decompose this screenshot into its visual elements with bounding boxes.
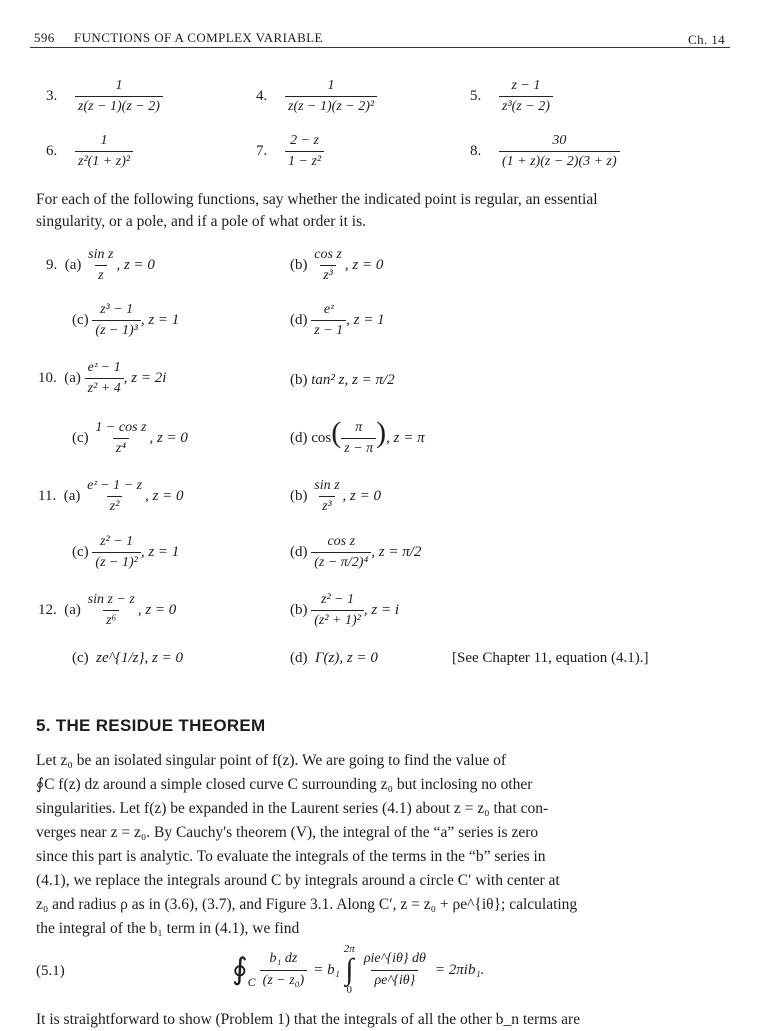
chapter-reference-note: [See Chapter 11, equation (4.1).]: [452, 650, 649, 666]
fraction: $\frac{\text{z² − 1}}{\text{(z² + 1)²}}$: [311, 592, 364, 629]
problem-12-d: (d) Γ(z), z = 0: [290, 650, 378, 666]
problem-fraction: $\frac{1}{\text{z²(1 + z)²}}$: [75, 133, 133, 170]
problem-12-a: 12. (a) $\frac{\text{sin z − z}}{\text{z⁶}}$ , z = 0: [38, 592, 177, 629]
paragraph-line-1: Let z₀ be an isolated singular point of f(z). We are going to find the value of: [36, 752, 507, 769]
instruction-line-1: For each of the following functions, say whether the indicated point is regular, an essential: [36, 191, 598, 208]
instruction-line-2: singularity, or a pole, and if a pole of what order it is.: [36, 213, 367, 230]
problem-number: 6.: [46, 143, 58, 160]
fraction: $\frac{\text{sin z}}{\text{z³}}$: [314, 478, 340, 515]
integral-icon: ∫: [345, 953, 354, 986]
problem-5: [470, 78, 553, 115]
paragraph-line-6: (4.1), we replace the integrals around C by integrals around a circle C′ with center at: [36, 872, 560, 889]
problem-10-a: 10. (a) $\frac{\text{eᶻ − 1}}{\text{z² + 4}}$ , z = 2i: [38, 360, 167, 397]
paragraph-continuation: It is straightforward to show (Problem 1) that the integrals of all the other b_n terms are: [36, 1011, 581, 1028]
fraction: $\frac{\pi}{z - \pi}$: [341, 420, 376, 457]
problem-number: 4.: [256, 88, 268, 105]
fraction: $\frac{\text{sin z − z}}{\text{z⁶}}$: [87, 592, 135, 629]
fraction: $\frac{\text{sin z}}{z}$: [88, 247, 114, 284]
problem-11-b: (b) $\frac{\text{sin z}}{\text{z³}}$ , z = 0: [290, 478, 382, 515]
problem-number: 3.: [46, 88, 58, 105]
problem-fraction: $\frac{z - 1}{\text{z³(z − 2)}}$: [499, 78, 553, 115]
problem-number: 7.: [256, 143, 268, 160]
fraction: $\frac{\text{ρie\textasciicircum{}\{iθ\} dθ}}{\rho e\^{}\{i\theta\}}$: [363, 951, 426, 988]
paragraph-line-3: singularities. Let f(z) be expanded in the Laurent series (4.1) about z = z₀ that con-: [36, 800, 549, 817]
problem-12-c: (c) ze^{1/z}, z = 0: [72, 650, 183, 666]
fraction: $\frac{\text{z² − 1}}{\text{(z − 1)²}}$: [92, 534, 140, 571]
fraction: $\frac{\text{eᶻ}}{z - 1}$: [311, 302, 346, 339]
paragraph-line-8: the integral of the b₁ term in (4.1), we find: [36, 920, 300, 937]
problem-10-b: (b) tan² z, z = π/2: [290, 372, 395, 388]
running-title: FUNCTIONS OF A COMPLEX VARIABLE: [74, 30, 323, 45]
problem-9-d: (d) $\frac{\text{eᶻ}}{z - 1}$ , z = 1: [290, 302, 385, 339]
problem-fraction: $\frac{30}{(1 + z)(z - 2)(3 + z)}$: [499, 133, 620, 170]
problem-9-c: (c) $\frac{\text{z³ − 1}}{\text{(z − 1)³}}$ , z = 1: [72, 302, 180, 339]
fraction: $\frac{\text{eᶻ − 1 − z}}{\text{z²}}$: [87, 478, 143, 515]
problem-4: [256, 78, 377, 115]
problem-9-a: 9. (a) $\frac{\text{sin z}}{z}$ , z = 0: [46, 247, 155, 284]
problem-10-d: (d) cos( $\frac{\pi}{z - \pi}$ ), z = π: [290, 416, 425, 457]
fraction: $\frac{\text{z³ − 1}}{\text{(z − 1)³}}$: [92, 302, 140, 339]
page-number: 596: [34, 30, 55, 45]
fraction: $\frac{\text{cos z}}{\text{z³}}$: [314, 247, 342, 284]
problem-6: [46, 133, 133, 170]
problem-10-c: (c) $\frac{\text{1 − cos z}}{\text{z⁴}}$ , z = 0: [72, 420, 188, 457]
equation-5-1: ∮ C $\frac{\text{b₁ dz}}{\text{(z − z₀)}}$ = b₁ 2π ∫ 0 $\frac{\text{ρie\textasciicircum{}\{iθ\} dθ}}{\rho e\^{}\{i\theta\}}$ = 2πib₁.: [232, 943, 485, 996]
problem-11-d: (d) $\frac{\text{cos z}}{\text{(z − π/2)⁴}}$ , z = π/2: [290, 534, 422, 571]
paragraph-line-5: since this part is analytic. To evaluate the integrals of the terms in the “b” series in: [36, 848, 546, 865]
fraction: $\frac{\text{1 − cos z}}{\text{z⁴}}$: [95, 420, 147, 457]
fraction: $\frac{\text{b₁ dz}}{\text{(z − z₀)}}$: [260, 951, 308, 988]
paragraph-line-7: z₀ and radius ρ as in (3.6), (3.7), and Figure 3.1. Along C′, z = z₀ + ρe^{iθ}; calculating: [36, 896, 578, 913]
problem-11-c: (c) $\frac{\text{z² − 1}}{\text{(z − 1)²}}$ , z = 1: [72, 534, 180, 571]
contour-integral-icon: ∮: [232, 953, 248, 986]
problem-number: 8.: [470, 143, 482, 160]
paragraph-line-2: ∮C f(z) dz around a simple closed curve C surrounding z₀ but inclosing no other: [36, 776, 533, 793]
problem-number: 5.: [470, 88, 482, 105]
problem-7: [256, 133, 324, 170]
problem-3: [46, 78, 163, 115]
problem-9-b: (b) $\frac{\text{cos z}}{\text{z³}}$ , z = 0: [290, 247, 384, 284]
problem-12-b: (b) $\frac{\text{z² − 1}}{\text{(z² + 1)²}}$ , z = i: [290, 592, 400, 629]
fraction: $\frac{\text{eᶻ − 1}}{\text{z² + 4}}$: [85, 360, 124, 397]
problem-11-a: 11. (a) $\frac{\text{eᶻ − 1 − z}}{\text{z²}}$ , z = 0: [38, 478, 184, 515]
section-title: 5. THE RESIDUE THEOREM: [36, 716, 266, 735]
problem-8: [470, 133, 620, 170]
fraction: $\frac{\text{cos z}}{\text{(z − π/2)⁴}}$: [311, 534, 371, 571]
problem-fraction: $\frac{1}{z(z - 1)(z - 2)}$: [75, 78, 163, 115]
paragraph-line-4: verges near z = z₀. By Cauchy's theorem (V), the integral of the “a” series is zero: [36, 824, 539, 841]
problem-fraction: $\frac{1}{\text{z(z − 1)(z − 2)²}}$: [285, 78, 377, 115]
header-rule: [30, 47, 730, 48]
problem-fraction: $\frac{2 - z}{\text{1 − z²}}$: [285, 133, 324, 170]
chapter-label: Ch. 14: [688, 32, 726, 47]
equation-label: (5.1): [36, 963, 65, 979]
